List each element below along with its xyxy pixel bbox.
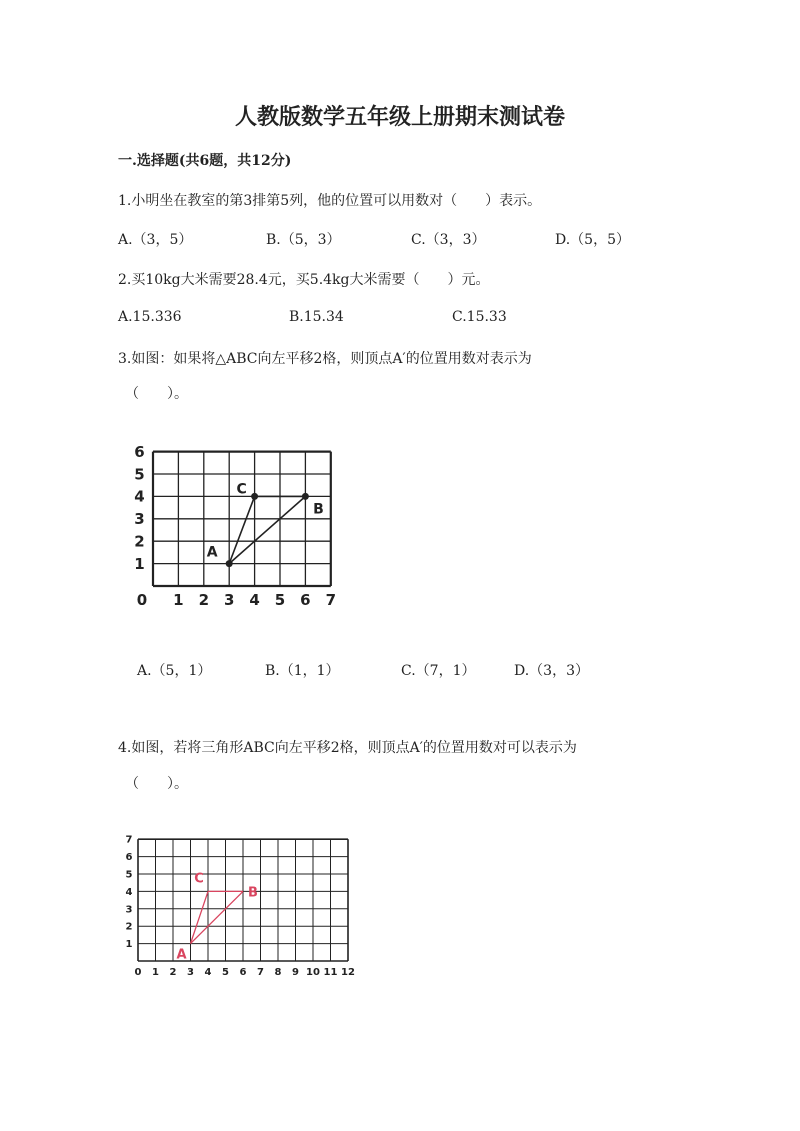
q3-option-a: A.（5，1） <box>137 663 212 679</box>
triangle-edge <box>229 496 305 563</box>
y-tick-label: 5 <box>125 869 133 881</box>
x-tick-label: 10 <box>306 967 320 978</box>
x-tick-label: 5 <box>274 591 286 609</box>
vertex-label-c: C <box>194 871 204 887</box>
q2-option-a: A.15.336 <box>118 309 182 325</box>
question-1: 1.小明坐在教室的第3排第5列，他的位置可以用数对（ ）表示。 <box>118 193 542 209</box>
vertex-label-b: B <box>313 501 324 518</box>
y-tick-label: 2 <box>125 921 133 933</box>
x-tick-label: 7 <box>325 591 337 609</box>
q3-option-d: D.（3，3） <box>514 663 589 679</box>
q4-grid-figure <box>115 825 365 985</box>
x-tick-label: 0 <box>134 967 142 978</box>
x-tick-label: 8 <box>274 967 282 978</box>
question-4: 4.如图，若将三角形ABC向左平移2格，则顶点A′的位置用数对可以表示为 <box>118 740 577 756</box>
y-tick-label: 6 <box>134 442 145 461</box>
x-tick-label: 12 <box>341 967 355 978</box>
x-tick-label: 1 <box>173 591 184 609</box>
vertex-point <box>302 493 309 500</box>
q3-option-b: B.（1，1） <box>265 663 340 679</box>
x-tick-label: 6 <box>239 967 247 978</box>
vertex-label-b: B <box>248 885 258 901</box>
x-tick-label: 4 <box>249 591 260 609</box>
x-tick-label: 2 <box>198 591 210 609</box>
x-tick-label: 4 <box>204 967 212 978</box>
page-title: 人教版数学五年级上册期末测试卷 <box>234 104 565 130</box>
x-tick-label: 9 <box>292 967 299 978</box>
q3-grid-figure <box>120 430 360 620</box>
vertex-point <box>226 560 233 567</box>
q2-option-c: C.15.33 <box>452 309 507 325</box>
q2-option-b: B.15.34 <box>289 309 344 325</box>
y-tick-label: 3 <box>125 904 133 916</box>
question-3-blank: （ ）。 <box>125 386 188 402</box>
triangle-edge <box>191 891 244 943</box>
x-tick-label: 5 <box>222 967 229 978</box>
vertex-label-a: A <box>206 544 218 561</box>
triangle-edge <box>229 496 254 563</box>
x-tick-label: 0 <box>136 591 148 609</box>
x-tick-label: 7 <box>257 967 264 978</box>
x-tick-label: 1 <box>152 967 159 978</box>
q1-option-b: B.（5，3） <box>266 232 341 248</box>
x-tick-label: 2 <box>169 967 177 978</box>
vertex-label-a: A <box>176 947 187 963</box>
x-tick-label: 6 <box>300 591 311 609</box>
y-tick-label: 3 <box>134 510 145 529</box>
y-tick-label: 5 <box>134 465 145 484</box>
question-2: 2.买10kg大米需要28.4元，买5.4kg大米需要（ ）元。 <box>118 272 490 288</box>
y-tick-label: 4 <box>134 487 145 506</box>
vertex-point <box>251 493 258 500</box>
y-tick-label: 6 <box>125 852 133 864</box>
question-4-blank: （ ）。 <box>125 776 188 792</box>
q1-option-c: C.（3，3） <box>411 232 486 248</box>
x-tick-label: 11 <box>323 967 338 978</box>
q1-option-d: D.（5，5） <box>555 232 630 248</box>
x-tick-label: 3 <box>223 591 235 609</box>
section-heading: 一.选择题(共6题，共12分) <box>118 153 292 169</box>
y-tick-label: 2 <box>134 532 145 551</box>
q3-option-c: C.（7，1） <box>401 663 476 679</box>
y-tick-label: 1 <box>125 939 133 951</box>
y-tick-label: 7 <box>125 834 133 846</box>
q1-option-a: A.（3，5） <box>118 232 193 248</box>
x-tick-label: 3 <box>187 967 194 978</box>
question-3: 3.如图：如果将△ABC向左平移2格，则顶点A′的位置用数对表示为 <box>118 351 532 367</box>
y-tick-label: 4 <box>125 886 133 898</box>
vertex-label-c: C <box>236 481 247 498</box>
y-tick-label: 1 <box>134 554 145 573</box>
